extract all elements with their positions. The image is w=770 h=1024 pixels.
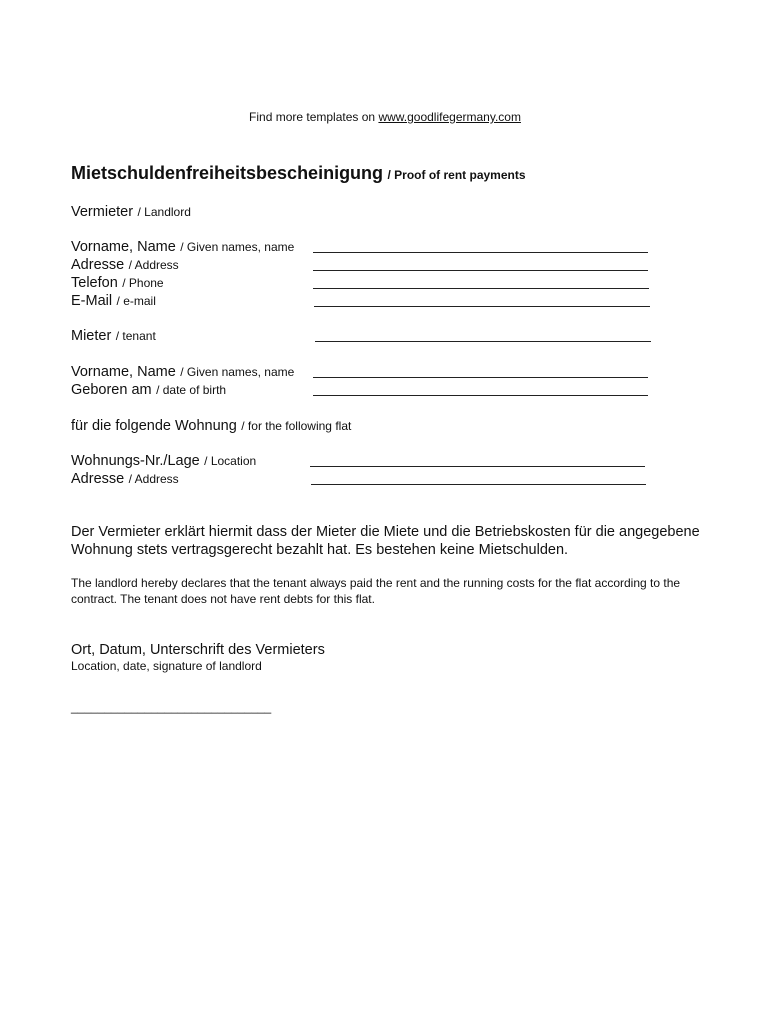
tenant-heading-de: Mieter — [71, 328, 112, 344]
field-label-en: / e-mail — [116, 294, 156, 308]
field-label-en: / Given names, name — [180, 365, 295, 379]
field-label-de: Vorname, Name — [71, 364, 176, 380]
tenant-birth-line[interactable] — [313, 395, 648, 396]
field-label-de: Vorname, Name — [71, 239, 176, 255]
tenant-name-line[interactable] — [313, 377, 648, 378]
landlord-heading-de: Vermieter — [71, 204, 134, 220]
declaration-de: Der Vermieter erklärt hiermit dass der Mieter die Miete und die Betriebskosten für die angegebene Wohnung stets vertragsgerecht bezahlt hat. Es bestehen keine Mietschulden. — [71, 524, 700, 558]
flat-address-line[interactable] — [311, 484, 646, 485]
landlord-name-label — [71, 238, 294, 256]
landlord-name-line[interactable] — [313, 252, 648, 253]
field-label-en: / Address — [128, 258, 179, 272]
flat-heading-de: für die folgende Wohnung — [71, 418, 237, 434]
header-note — [0, 110, 770, 124]
field-label-de: E-Mail — [71, 293, 113, 309]
tenant-heading-en: / tenant — [115, 329, 156, 343]
landlord-address-label — [71, 256, 179, 274]
flat-heading — [71, 417, 351, 435]
flat-heading-en: / for the following flat — [241, 419, 352, 433]
field-label-de: Wohnungs-Nr./Lage — [71, 453, 200, 469]
signature-label-de: Ort, Datum, Unterschrift des Vermieters — [71, 642, 325, 658]
signature-line[interactable]: ______________________________ — [71, 700, 272, 714]
field-label-de: Adresse — [71, 257, 125, 273]
declaration-en: The landlord hereby declares that the tenant always paid the rent and the running costs for the flat according to the contract. The tenant does not have rent debts for this flat. — [71, 576, 681, 606]
field-label-en: / Phone — [122, 276, 164, 290]
tenant-heading — [71, 327, 156, 345]
field-label-en: / Given names, name — [180, 240, 295, 254]
field-label-de: Adresse — [71, 471, 125, 487]
title-main: Mietschuldenfreiheitsbescheinigung — [71, 163, 384, 183]
landlord-address-line[interactable] — [313, 270, 648, 271]
landlord-heading — [71, 203, 191, 221]
landlord-email-label — [71, 292, 156, 310]
tenant-birth-label — [71, 381, 226, 399]
title-sub: / Proof of rent payments — [387, 168, 526, 182]
flat-location-line[interactable] — [310, 466, 645, 467]
landlord-phone-label — [71, 274, 164, 292]
landlord-email-line[interactable] — [314, 306, 650, 307]
header-prefix: Find more templates on — [249, 110, 379, 124]
field-label-en: / Address — [128, 472, 179, 486]
landlord-heading-en: / Landlord — [137, 205, 191, 219]
field-label-en: / Location — [204, 454, 257, 468]
signature-label-en: Location, date, signature of landlord — [71, 659, 262, 673]
document-title — [71, 163, 526, 184]
website-link[interactable]: www.goodlifegermany.com — [378, 110, 521, 124]
field-label-en: / date of birth — [156, 383, 227, 397]
flat-location-label — [71, 452, 256, 470]
landlord-phone-line[interactable] — [313, 288, 649, 289]
field-label-de: Geboren am — [71, 382, 152, 398]
flat-address-label — [71, 470, 179, 488]
field-label-de: Telefon — [71, 275, 118, 291]
tenant-line[interactable] — [315, 341, 651, 342]
tenant-name-label — [71, 363, 294, 381]
